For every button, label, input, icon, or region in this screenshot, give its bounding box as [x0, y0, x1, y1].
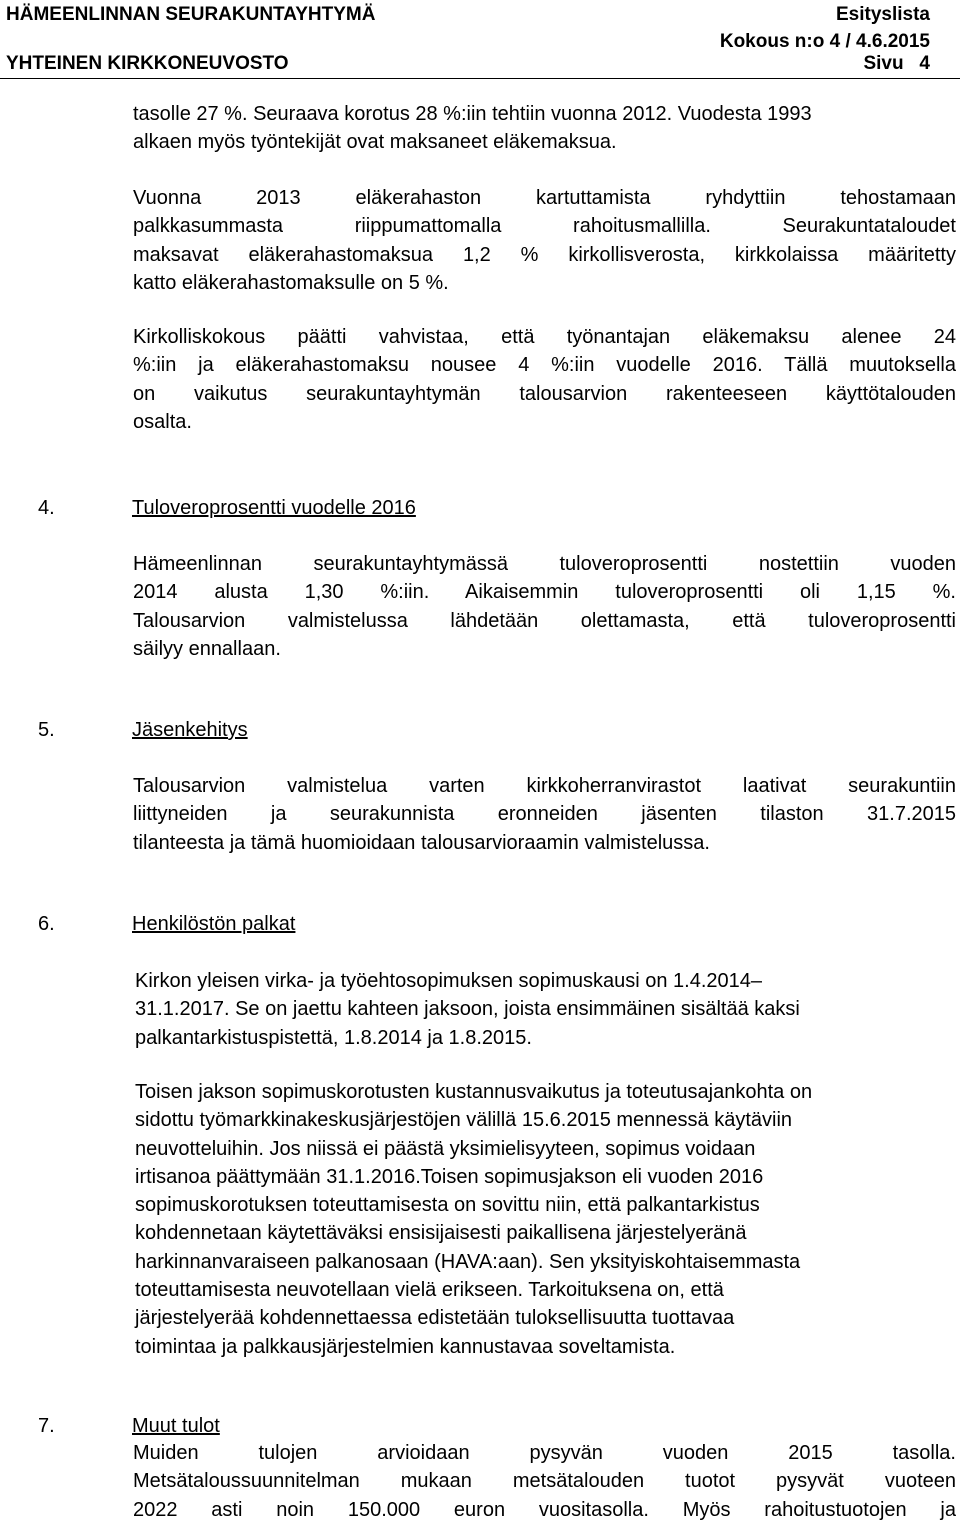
organization-name: HÄMEENLINNAN SEURAKUNTAYHTYMÄ	[6, 4, 376, 25]
intro-paragraph-1: tasolle 27 %. Seuraava korotus 28 %:iin tehtiin vuonna 2012. Vuodesta 1993 alkaen myös työntekijät ovat maksaneet eläkemaksua.	[133, 103, 812, 154]
section-7-paragraph: Muiden tulojen arvioidaan pysyvän vuoden 2015 tasolla. Metsätaloussuunnitelman mukaan metsätalouden tuotot pysyvät vuoteen 2022 asti noin 150.000 euron vuositasolla. Myös rahoitustuotojen ja	[133, 1442, 956, 1521]
intro-paragraph-2: Vuonna 2013 eläkerahaston kartuttamista ryhdyttiin tehostamaan palkkasummasta riippumattomalla rahoitusmallilla. Seurakuntataloudet maksavat eläkerahastomaksua 1,2 % kirkollisverosta, kirkkolaissa määritetty katto eläkerahastomaksulle on 5 %.	[133, 187, 956, 294]
section-4-number: 4.	[38, 497, 55, 519]
section-4-paragraph: Hämeenlinnan seurakuntayhtymässä tuloveroprosentti nostettiin vuoden 2014 alusta 1,30 %:iin. Aikaisemmin tuloveroprosentti oli 1,15 %. Talousarvion valmistelussa lähdetään olettamasta, että tuloveroprosentti säilyy ennallaan.	[133, 553, 956, 660]
governing-body: YHTEINEN KIRKKONEUVOSTO	[6, 53, 289, 74]
section-6-paragraph-1: Kirkon yleisen virka- ja työehtosopimuksen sopimuskausi on 1.4.2014– 31.1.2017. Se on jaettu kahteen jaksoon, joista ensimmäinen sisältää kaksi palkantarkistuspistettä, 1.8.2014 ja 1.8.2015.	[135, 970, 800, 1049]
section-4-heading: Tuloveroprosentti vuodelle 2016	[132, 497, 416, 519]
section-7-heading: Muut tulot	[132, 1415, 220, 1437]
document-type: Esityslista	[836, 4, 930, 25]
section-6-heading: Henkilöstön palkat	[132, 913, 296, 935]
page-number: Sivu 4	[863, 53, 930, 74]
section-6-number: 6.	[38, 913, 55, 935]
section-5-heading: Jäsenkehitys	[132, 719, 248, 741]
section-6-paragraph-2: Toisen jakson sopimuskorotusten kustannusvaikutus ja toteutusajankohta on sidottu työmarkkinakeskusjärjestöjen välillä 15.6.2015 mennessä käytäviin neuvotteluihin. Jos niissä ei päästä yksimielisyyteen, sopimus voidaan irtisanoa päättymään 31.1.2016.Toisen sopimusjakson eli vuoden 2016 sopimuskorotuksen toteuttamisesta on sovittu niin, että palkantarkistus kohdennetaan käytettäväksi ensisijaisesti paikallisena järjestelyeränä harkinnanvaraiseen palkanosaan (HAVA:aan). Sen yksityiskohtaisemmasta toteuttamisesta neuvotellaan vielä erikseen. Tarkoituksena on, että järjestelyerää kohdennettaessa edistetään tuloksellisuutta tuottavaa toimintaa ja palkkausjärjestelmien kannustavaa soveltamista.	[135, 1081, 813, 1358]
meeting-info: Kokous n:o 4 / 4.6.2015	[719, 31, 930, 52]
header-divider	[0, 78, 960, 79]
section-7-number: 7.	[38, 1415, 55, 1437]
section-5-paragraph: Talousarvion valmistelua varten kirkkoherranvirastot laativat seurakuntiin liittyneiden ja seurakunnista eronneiden jäsenten tilaston 31.7.2015 tilanteesta ja tämä huomioidaan talousarvioraamin valmistelussa.	[133, 775, 956, 854]
section-5-number: 5.	[38, 719, 55, 741]
intro-paragraph-3: Kirkolliskokous päätti vahvistaa, että työnantajan eläkemaksu alenee 24 %:iin ja eläkerahastomaksu nousee 4 %:iin vuodelle 2016. Tällä muutoksella on vaikutus seurakuntayhtymän talousarvion rakenteeseen käyttötalouden osalta.	[133, 326, 956, 433]
